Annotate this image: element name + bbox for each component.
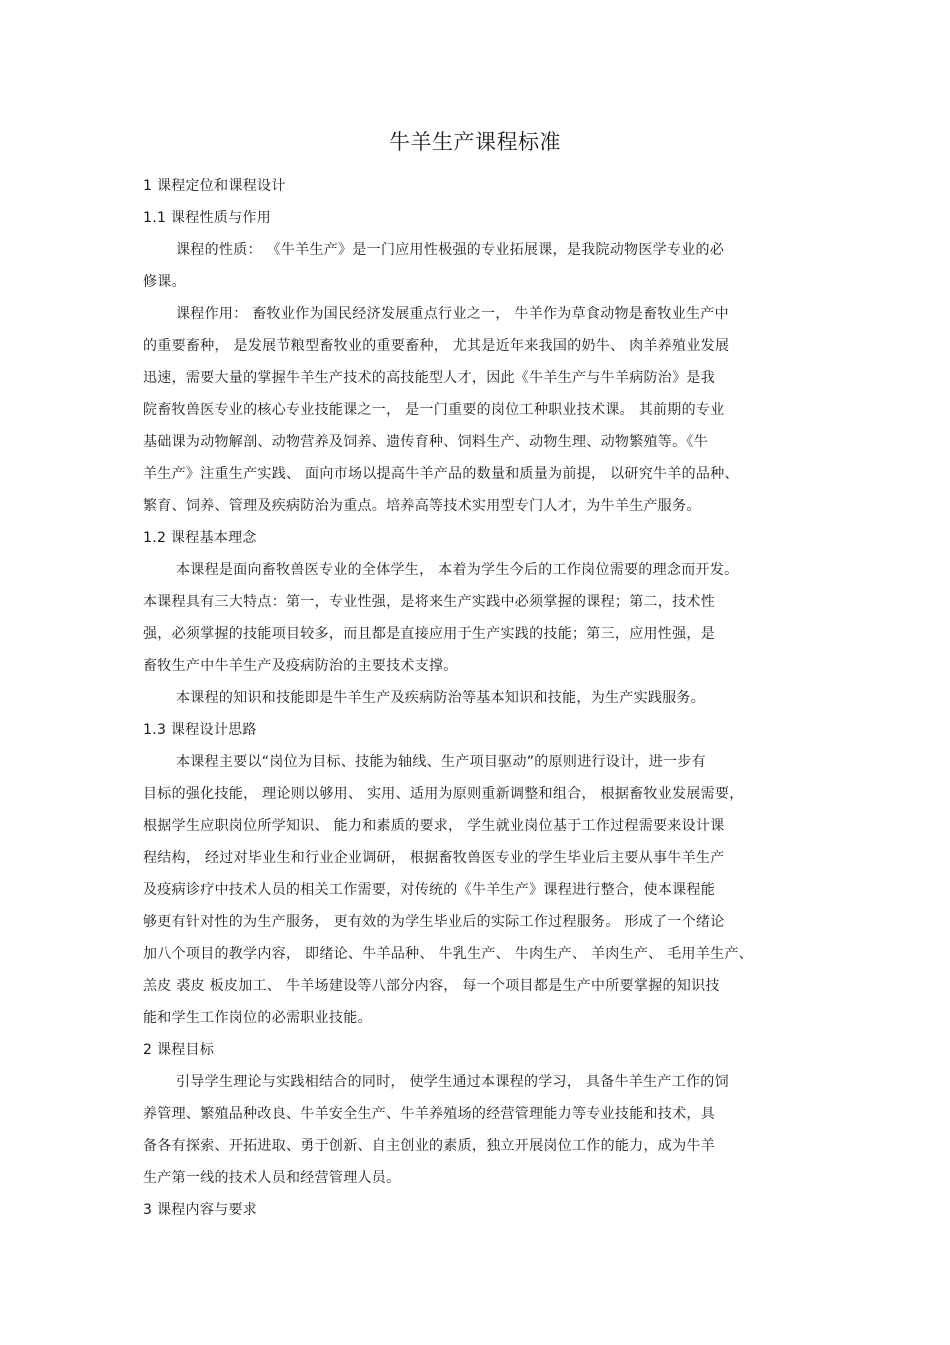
section-heading-1-2: 1.2 课程基本理念 [143,530,257,546]
section-heading-1-3: 1.3 课程设计思路 [143,722,257,738]
paragraph-line: 引导学生理论与实践相结合的同时， 使学生通过本课程的学习， 具备牛羊生产工作的饲 [176,1074,729,1090]
paragraph-line: 本课程的知识和技能即是牛羊生产及疾病防治等基本知识和技能，为生产实践服务。 [176,690,706,706]
paragraph-line: 基础课为动物解剖、动物营养及饲养、遗传育种、饲料生产、动物生理、动物繁殖等。《牛 [143,434,708,450]
paragraph-line: 够更有针对性的为生产服务， 更有效的为学生毕业后的实际工作过程服务。 形成了一个绪论 [143,914,725,930]
paragraph-line: 羔皮 裘皮 板皮加工、 牛羊场建设等八部分内容， 每一个项目都是生产中所要掌握的知识技 [143,978,720,994]
paragraph-line: 能和学生工作岗位的必需职业技能。 [143,1010,372,1026]
paragraph-line: 院畜牧兽医专业的核心专业技能课之一， 是一门重要的岗位工种职业技术课。 其前期的专业 [143,402,725,418]
paragraph-line: 及疫病诊疗中技术人员的相关工作需要，对传统的《牛羊生产》课程进行整合，使本课程能 [143,882,715,898]
paragraph-line: 本课程具有三大特点：第一，专业性强，是将来生产实践中必须掌握的课程；第二，技术性 [143,594,715,610]
section-heading-1: 1 课程定位和课程设计 [143,178,286,194]
document-title: 牛羊生产课程标准 [389,130,561,154]
paragraph-line: 本课程主要以“岗位为目标、技能为轴线、生产项目驱动”的原则进行设计，进一步有 [176,754,706,770]
paragraph-line: 根据学生应职岗位所学知识、 能力和素质的要求， 学生就业岗位基于工作过程需要来设计课 [143,818,725,834]
paragraph-line: 生产第一线的技术人员和经营管理人员。 [143,1170,401,1186]
paragraph-line: 养管理、繁殖品种改良、牛羊安全生产、牛羊养殖场的经营管理能力等专业技能和技术，具 [143,1106,715,1122]
paragraph-line: 畜牧生产中牛羊生产及疫病防治的主要技术支撑。 [143,658,458,674]
section-heading-1-1: 1.1 课程性质与作用 [143,210,272,226]
paragraph-line: 羊生产》注重生产实践、 面向市场以提高牛羊产品的数量和质量为前提， 以研究牛羊的品种、 [143,466,739,482]
paragraph-line: 修课。 [143,274,186,290]
paragraph-line: 课程的性质： 《牛羊生产》是一门应用性极强的专业拓展课，是我院动物医学专业的必 [176,242,725,258]
paragraph-line: 迅速，需要大量的掌握牛羊生产技术的高技能型人才，因此《牛羊生产与牛羊病防治》是我 [143,370,715,386]
paragraph-line: 课程作用： 畜牧业作为国民经济发展重点行业之一， 牛羊作为草食动物是畜牧业生产中 [176,306,729,322]
paragraph-line: 的重要畜种， 是发展节粮型畜牧业的重要畜种， 尤其是近年来我国的奶牛、 肉羊养殖业发展 [143,338,730,354]
paragraph-line: 加八个项目的教学内容， 即绪论、牛羊品种、 牛乳生产、 牛肉生产、 羊肉生产、 毛用羊生产、 [143,946,754,962]
paragraph-line: 本课程是面向畜牧兽医专业的全体学生， 本着为学生今后的工作岗位需要的理念而开发。 [176,562,739,578]
section-heading-3: 3 课程内容与要求 [143,1202,258,1218]
paragraph-line: 程结构， 经过对毕业生和行业企业调研， 根据畜牧兽医专业的学生毕业后主要从事牛羊生产 [143,850,725,866]
paragraph-line: 强，必须掌握的技能项目较多，而且都是直接应用于生产实践的技能；第三，应用性强，是 [143,626,715,642]
paragraph-line: 目标的强化技能， 理论则以够用、 实用、适用为原则重新调整和组合， 根据畜牧业发展需要， [143,786,744,802]
paragraph-line: 繁育、饲养、管理及疾病防治为重点。培养高等技术实用型专门人才，为牛羊生产服务。 [143,498,701,514]
paragraph-line: 备各有探索、开拓进取、勇于创新、自主创业的素质，独立开展岗位工作的能力，成为牛羊 [143,1138,715,1154]
section-heading-2: 2 课程目标 [143,1042,215,1058]
